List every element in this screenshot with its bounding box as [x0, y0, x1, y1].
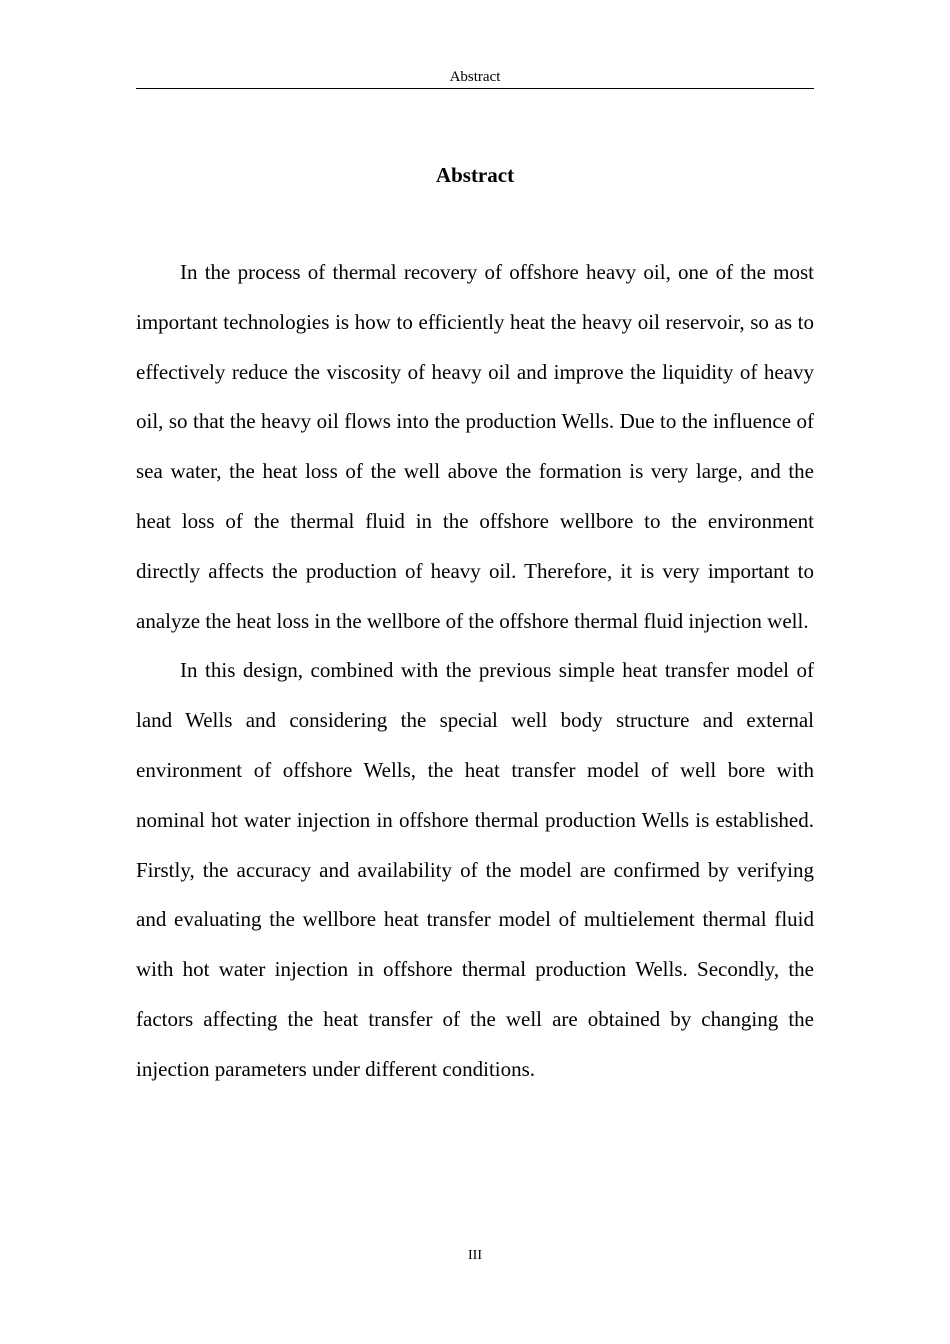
page-title: Abstract — [435, 163, 515, 187]
abstract-body — [136, 248, 814, 1095]
header-rule — [136, 88, 814, 89]
abstract-paragraph-1: In the process of thermal recovery of offshore heavy oil, one of the most important technologies is how to efficiently heat the heavy oil reservoir, so as to effectively reduce the viscosity of heavy oil and improve the liquidity of heavy oil, so that the heavy oil flows into the production Wells. Due to the influence of sea water, the heat loss of the well above the formation is very large, and the heat loss of the thermal fluid in the offshore wellbore to the environment directly affects the production of heavy oil. Therefore, it is very important to analyze the heat loss in the wellbore of the offshore thermal fluid injection well. — [136, 260, 814, 633]
running-header: Abstract — [449, 69, 501, 85]
abstract-paragraph-2: In this design, combined with the previous simple heat transfer model of land Wells and considering the special well body structure and external environment of offshore Wells, the heat transfer model of well bore with nominal hot water injection in offshore thermal production Wells is established. Firstly, the accuracy and availability of the model are confirmed by verifying and evaluating the wellbore heat transfer model of multielement thermal fluid with hot water injection in offshore thermal production Wells. Secondly, the factors affecting the heat transfer of the well are obtained by changing the injection parameters under different conditions. — [136, 658, 814, 1081]
page-number: III — [468, 1248, 482, 1263]
